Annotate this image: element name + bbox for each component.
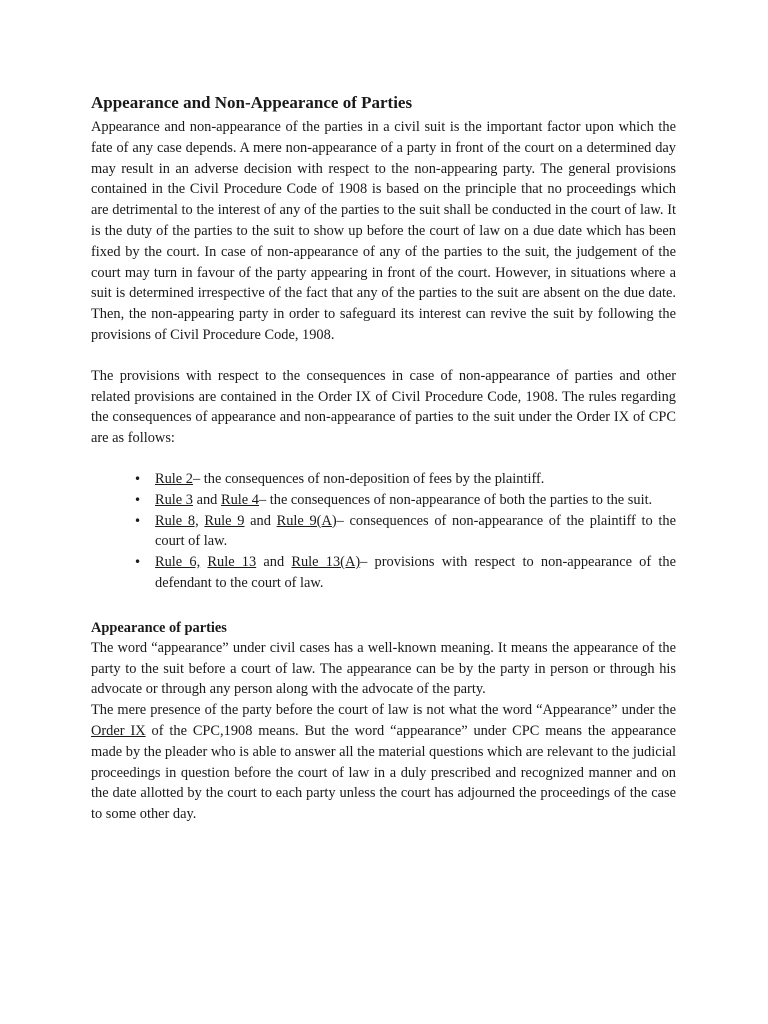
rule-link[interactable]: Rule 2 [155,470,193,487]
appearance-paragraph-2 [91,700,676,825]
order-ix-link[interactable]: Order IX [91,722,146,739]
provisions-paragraph: The provisions with respect to the consequences in case of non-appearance of parties and other related provisions are contained in the Order IX of Civil Procedure Code, 1908. The rules regarding the consequences of appearance and non-appearance of parties to the suit under the Order IX of CPC are as follows: [91,367,676,447]
rule-link[interactable]: Rule 4 [220,491,259,508]
paragraph-text: The mere presence of the party before the court of law is not what the word “Appearance” under the [91,702,676,719]
paragraph-text: of the CPC,1908 means. But the word “appearance” under CPC means the appearance made by the pleader who is able to answer all the material questions which are relevant to the judicial proceedings in question before the court of law in a duly prescribed and recognized manner and on the date allotted by the court to each party unless the court has adjourned the proceedings of the case to some other day. [91,722,677,823]
list-item [155,490,676,511]
list-item [155,552,676,594]
list-item [155,511,676,553]
paragraph-gap [91,594,676,618]
rule-link[interactable]: Rule 13 [207,554,257,571]
rule-description: – the consequences of non-deposition of fees by the plaintiff. [192,470,545,487]
rule-link[interactable]: Rule 9 [204,512,245,529]
list-item [155,469,676,490]
page-title: Appearance and Non-Appearance of Parties [91,93,413,112]
rule-link[interactable]: Rule 8, [155,512,199,529]
list-separator: and [244,512,277,529]
rule-description: – provisions with respect to non-appearance of the defendant to the court of law. [155,554,676,591]
rule-link[interactable]: Rule 3 [155,491,193,508]
paragraph-gap [91,346,676,366]
rule-link[interactable]: Rule 9(A) [276,512,337,529]
rule-link[interactable]: Rule 13(A) [291,554,361,571]
list-separator: and [256,554,292,571]
paragraph-gap [91,449,676,469]
section-heading: Appearance of parties [91,619,227,636]
rule-link[interactable]: Rule 6, [155,554,201,571]
rule-description: – the consequences of non-appearance of both the parties to the suit. [258,491,653,508]
list-separator: and [192,491,221,508]
intro-paragraph: Appearance and non-appearance of the parties in a civil suit is the important factor upon which the fate of any case depends. A mere non-appearance of a party in front of the court on a determined day may result in an adverse decision with respect to the non-appearing party. The general provisions contained in the Civil Procedure Code of 1908 is based on the principle that no proceedings which are detrimental to the interest of any of the parties to the suit shall be conducted in the court of law. It is the duty of the parties to the suit to show up before the court of law on a due date which has been fixed by the court. In case of non-appearance of any of the parties to the suit, the judgement of the court may turn in favour of the party appearing in front of the court. However, in situations where a suit is determined irrespective of the fact that any of the parties to the suit are absent on the due date. Then, the non-appearing party in order to safeguard its interest can revive the suit by following the provisions of Civil Procedure Code, 1908. [91,119,676,343]
appearance-paragraph-1: The word “appearance” under civil cases has a well-known meaning. It means the appearance of the party to the suit before a court of law. The appearance can be by the party in person or through his advocate or through any person along with the advocate of the party. [91,639,676,698]
rules-list [91,469,676,594]
rule-description: – consequences of non-appearance of the plaintiff to the court of law. [155,512,676,550]
